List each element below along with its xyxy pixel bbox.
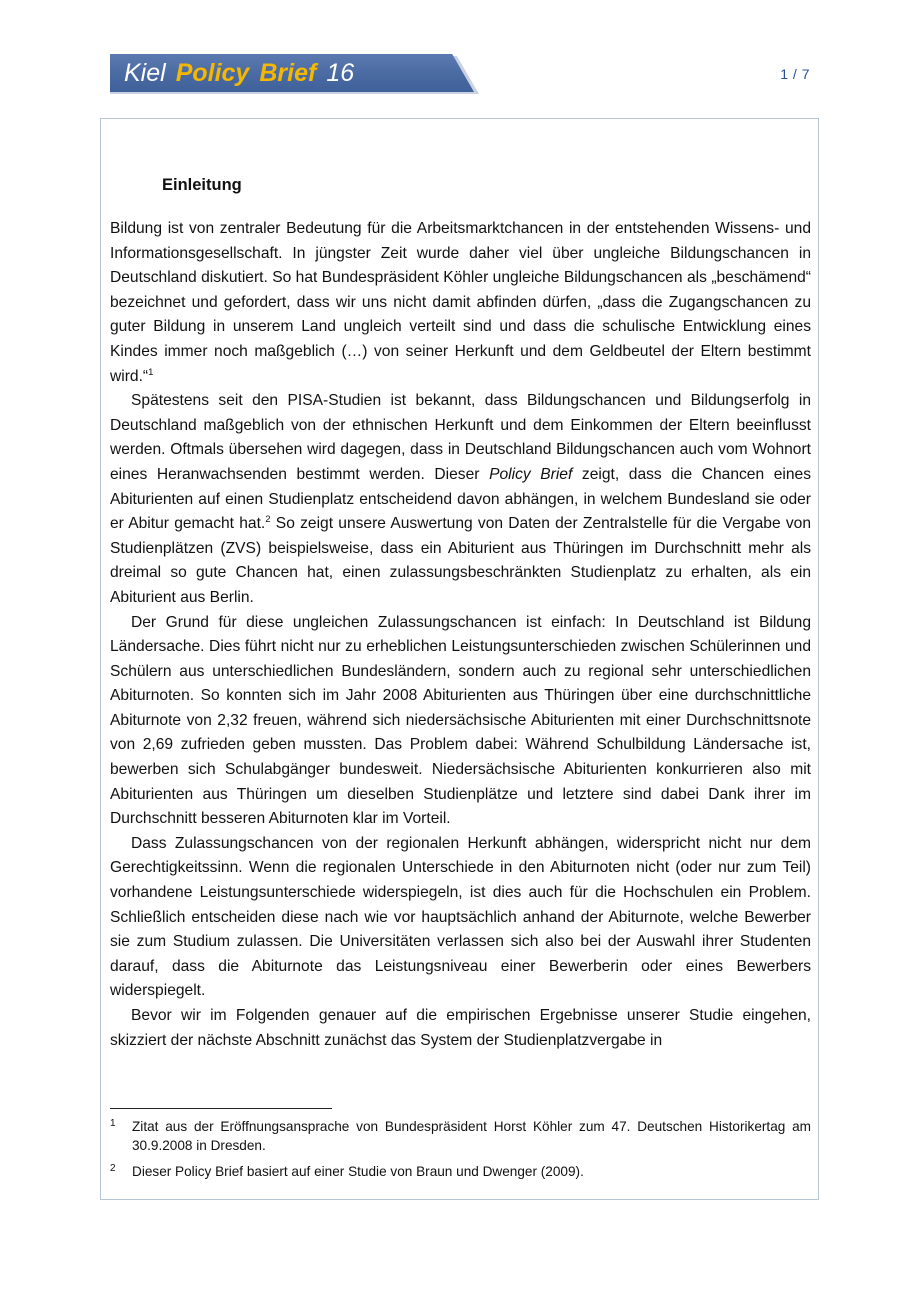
paragraph-text: Spätestens seit den PISA-Studien ist bekannt, dass Bildungschancen und Bildungserfolg in Deutschland maßgeblich von der ethnischen Herkunft und dem Einkommen der Eltern beeinflusst werden. Oftmals übersehen wird dagegen, dass in Deutschland Bildungschancen auch vom Wohnort eines Heranwachsenden bestimmt werden. Dieser [110,392,811,483]
brand-kiel: Kiel [124,59,166,87]
footnote-ref-2[interactable]: 2 [265,514,271,526]
issue-number: 16 [326,59,355,87]
section-heading: Einleitung [162,176,242,194]
paragraph-text: Bildung ist von zentraler Bedeutung für die Arbeitsmarktchancen in der entstehenden Wissens- und Informationsgesellschaft. In jüngster Zeit wurde daher viel über ungleiche Bildungschancen in Deutschland diskutiert. So hat Bundespräsident Köhler ungleiche Bildungschancen als „beschämend“ bezeichnet und gefordert, dass wir uns nicht damit abfinden dürfen, „dass die Zugangschancen zu guter Bildung in unserem Land ungleich verteilt sind und dass die schulische Entwicklung eines Kindes immer noch maßgeblich (…) von seiner Herkunft und dem Geldbeutel der Eltern bestimmt wird.“ [110,220,811,385]
paragraph [110,1004,811,1053]
footnotes [110,1117,811,1188]
footnote-divider [110,1108,332,1109]
paragraph [110,389,811,610]
brand-brief: Brief [259,59,317,87]
paragraph-text: So zeigt unsere Auswertung von Daten der Zentralstelle für die Vergabe von Studienplätzen (ZVS) beispielsweise, dass ein Abiturient aus Thüringen im Durchschnitt mehr als dreimal so gute Chancen hat, einen zulassungsbeschränkten Studienplatz zu erhalten, als ein Abiturient aus Berlin. [110,515,812,606]
footnote-text: Dieser Policy Brief basiert auf einer Studie von Braun und Dwenger (2009). [132,1164,584,1179]
footnote-item [110,1117,811,1155]
footnote-ref-1[interactable]: 1 [148,366,154,378]
publication-title [124,56,354,90]
footnote-text: Zitat aus der Eröffnungsansprache von Bundespräsident Horst Köhler zum 47. Deutschen Historikertag am 30.9.2008 in Dresden. [132,1119,811,1153]
paragraph-text: zeigt, dass die Chancen eines Abiturienten auf einen Studienplatz entscheidend davon abhängen, in welchem Bundesland sie oder er Abitur gemacht hat. [110,465,812,533]
paragraph-text: Bevor wir im Folgenden genauer auf die empirischen Ergebnisse unserer Studie eingehen, skizziert der nächste Abschnitt zunächst das System der Studienplatzvergabe in [110,1007,811,1049]
body-text [110,217,811,1053]
paragraph [110,832,811,1004]
footnote-item [110,1162,811,1181]
footnote-mark: 1 [110,1118,116,1129]
footnote-mark: 2 [110,1163,116,1174]
paragraph [110,611,811,832]
emphasis-text: Policy Brief [489,465,573,483]
brand-policy: Policy [175,59,250,87]
page-indicator: 1 / 7 [780,66,810,82]
paragraph-text: Der Grund für diese ungleichen Zulassungschancen ist einfach: In Deutschland ist Bildung Ländersache. Dies führt nicht nur zu erheblichen Leistungsunterschieden zwischen Schülerinnen und Schülern aus unterschiedlichen Bundesländern, sondern auch zu regional sehr unterschiedlichen Abiturnoten. So konnten sich im Jahr 2008 Abiturienten aus Thüringen über eine durchschnittliche Abiturnote von 2,32 freuen, während sich niedersächsische Abiturienten mit einer Durchschnittsnote von 2,69 zufrieden geben mussten. Das Problem dabei: Während Schulbildung Ländersache ist, bewerben sich Schulabgänger bundesweit. Niedersächsische Abiturienten konkurrieren also mit Abiturienten aus Thüringen um dieselben Studienplätze und letztere sind dabei Dank ihrer im Durchschnitt besseren Abiturnoten klar im Vorteil. [110,613,811,828]
paragraph-text: Dass Zulassungschancen von der regionalen Herkunft abhängen, widerspricht nicht nur dem Gerechtigkeitssinn. Wenn die regionalen Unterschiede in den Abiturnoten nicht (oder nur zum Teil) vorhandene Leistungsunterschiede widerspiegeln, ist dies auch für die Hochschulen ein Problem. Schließlich entscheiden diese nach wie vor hauptsächlich anhand der Abiturnote, welche Bewerber sie zum Studium zulassen. Die Universitäten verlassen sich also bei der Auswahl ihrer Studenten darauf, dass die Abiturnote das Leistungsniveau einer Bewerberin oder eines Bewerbers widerspiegelt. [110,834,811,1000]
paragraph [110,217,811,389]
